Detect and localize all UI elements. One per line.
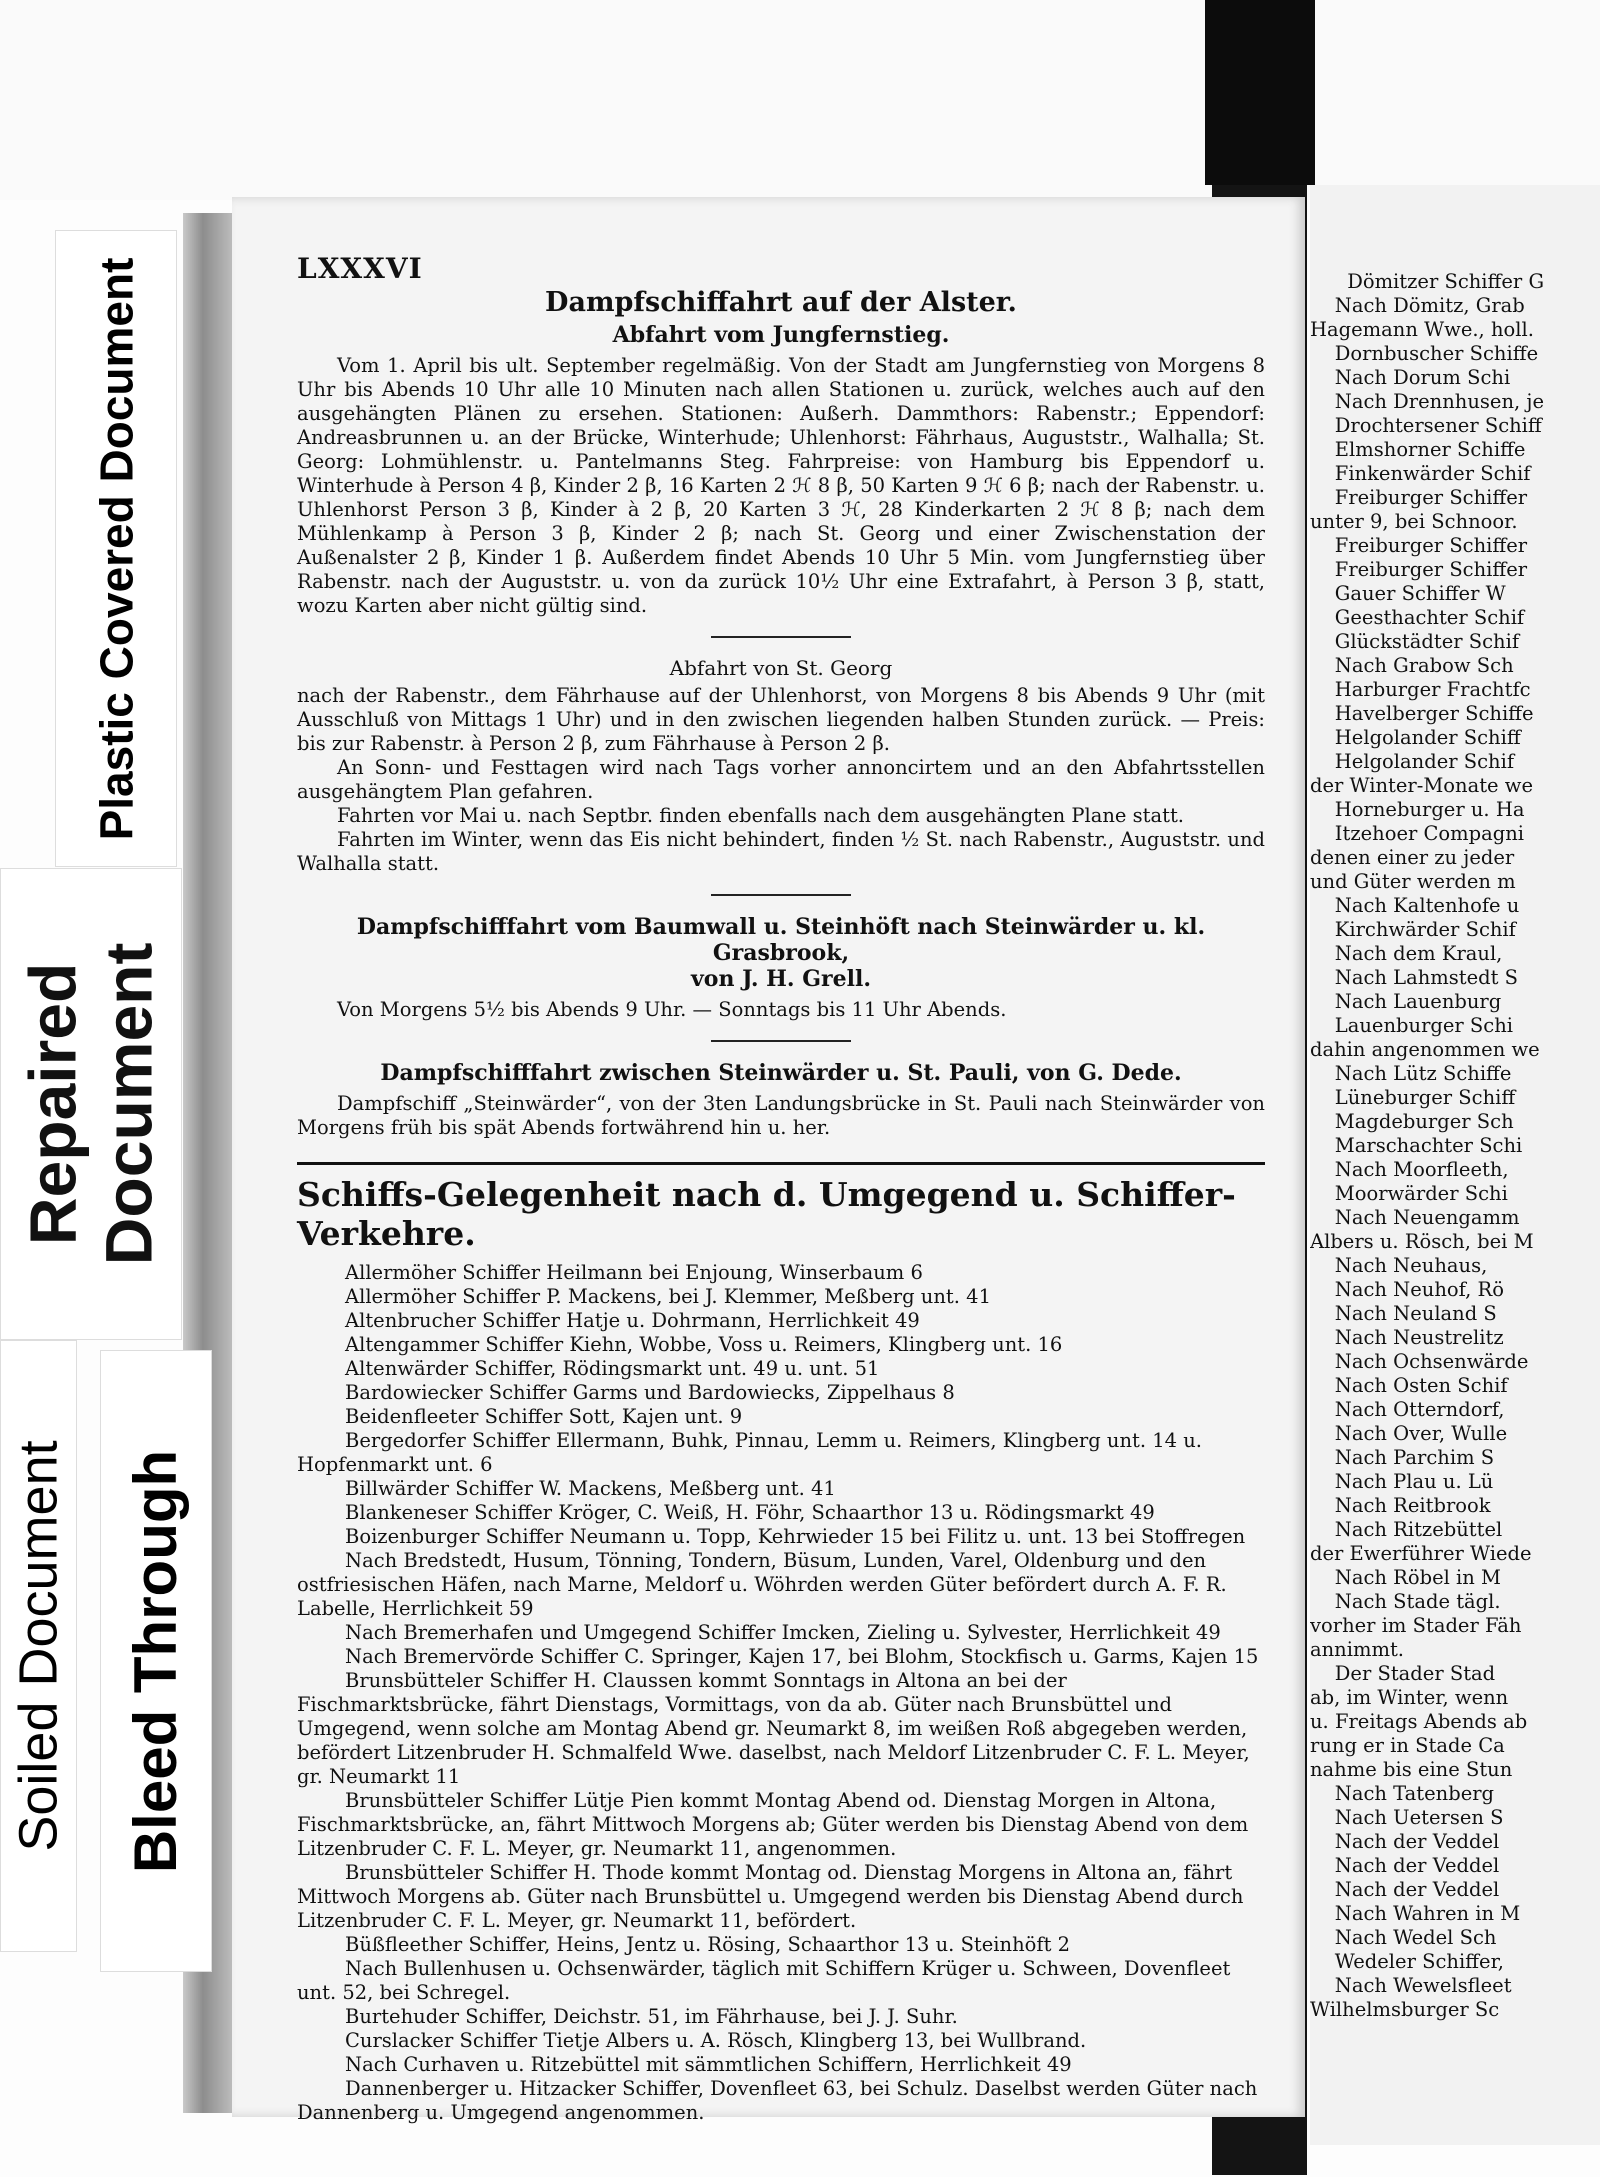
divider	[711, 636, 851, 638]
right-page-line: Lüneburger Schiff	[1310, 1086, 1516, 1109]
right-page-line: Nach Grabow Sch	[1310, 654, 1514, 677]
right-page-line: Nach Ritzebüttel	[1310, 1518, 1509, 1541]
section-title-steinwaerder: Dampfschifffahrt zwischen Steinwärder u. St. Pauli, von G. Dede.	[380, 1060, 1182, 1086]
right-page-line: Nach Over, Wulle	[1310, 1422, 1508, 1445]
list-item: Allermöher Schiffer P. Mackens, bei J. Klemmer, Meßberg unt. 41	[345, 1285, 991, 1308]
right-page-line: ab, im Winter, wenn	[1310, 1686, 1509, 1709]
right-page-line: und Güter werden m	[1310, 870, 1516, 893]
right-page-line: Nach Drennhusen, je	[1310, 390, 1544, 413]
right-page-line: Nach Röbel in M	[1310, 1566, 1502, 1589]
right-page-line: Glückstädter Schif	[1310, 630, 1520, 653]
label-repaired-document	[0, 868, 182, 1340]
right-page-line: Nach Parchim S	[1310, 1446, 1495, 1469]
right-page-line: Gauer Schiffer W	[1310, 582, 1506, 605]
list-item: Altenbrucher Schiffer Hatje u. Dohrmann, Herrlichkeit 49	[345, 1309, 920, 1332]
right-page-line: Finkenwärder Schif	[1310, 462, 1531, 485]
label-soiled-document	[0, 1340, 77, 1952]
right-page-line: Drochtersener Schiff	[1310, 414, 1542, 437]
right-page-line: Nach der Veddel	[1310, 1878, 1500, 1901]
right-page-line: dahin angenommen we	[1310, 1038, 1540, 1061]
paragraph-alster-schedule: Vom 1. April bis ult. September regelmäßig. Von der Stadt am Jungfernstieg von Morgens 8 Uhr bis Abends 10 Uhr alle 10 Minuten nach allen Stationen u. zurück, welches auch auf den ausgehängten Plänen zu ersehen. Stationen: Außerh. Dammthors: Rabenstr.; Eppendorf: Andreasbrunnen u. an der Brücke, Winterhude; Uhlenhorst: Fährhaus, Auguststr., Walhalla; St. Georg: Lohmühlenstr. u. Pantelmanns Steg. Fahrpreise: von Hamburg bis Eppendorf u. Winterhude à Person 4 β, Kinder 2 β, 16 Karten 2 ℋ 8 β, 50 Karten 9 ℋ 6 β; nach der Rabenstr. u. Uhlenhorst Person 3 β, Kinder à 2 β, 20 Karten 3 ℋ, 28 Kinderkarten 2 ℋ 8 β; nach dem Mühlenkamp à Person 3 β, Kinder 2 β; nach St. Georg und einer Zwischenstation der Außenalster 2 β, Kinder 1 β. Außerdem findet Abends 10 Uhr 5 Min. vom Jungfernstieg über Rabenstr. nach der Auguststr. u. von da zurück 10½ Uhr eine Extrafahrt, à Person 3 β, statt, wozu Karten aber nicht gültig sind.	[297, 354, 1265, 617]
list-item: Burtehuder Schiffer, Deichstr. 51, im Fährhause, bei J. J. Suhr.	[345, 2005, 958, 2028]
right-page-line: Nach Dorum Schi	[1310, 366, 1511, 389]
right-page-line: Der Stader Stad	[1310, 1662, 1496, 1685]
list-item: Altengammer Schiffer Kiehn, Wobbe, Voss u. Reimers, Klingberg unt. 16	[345, 1333, 1063, 1356]
section-title-baumwall: Dampfschifffahrt vom Baumwall u. Steinhöft nach Steinwärder u. kl. Grasbrook, von J. H. Grell.	[356, 914, 1206, 992]
list-item: Brunsbütteler Schiffer Lütje Pien kommt Montag Abend od. Dienstag Morgen in Altona, Fischmarktsbrücke, an, fährt Mittwoch Morgens ab; Güter werden bis Dienstag Abend von dem Litzenbruder C. F. L. Meyer, gr. Neumarkt 11, angenommen.	[297, 1789, 1249, 1860]
left-page	[232, 197, 1305, 2124]
section-title-alster: Dampfschiffahrt auf der Alster.	[545, 287, 1017, 318]
right-page-line: Helgolander Schif	[1310, 750, 1515, 773]
right-page-line: vorher im Stader Fäh	[1310, 1614, 1522, 1637]
label-repaired-text: Repaired Document	[15, 942, 165, 1266]
right-page-line: Harburger Frachtfc	[1310, 678, 1531, 701]
right-page-line: nahme bis eine Stun	[1310, 1758, 1513, 1781]
right-page-line: rung er in Stade Ca	[1310, 1734, 1505, 1757]
list-item: Bardowiecker Schiffer Garms und Bardowiecks, Zippelhaus 8	[345, 1381, 955, 1404]
right-page-line: der Winter-Monate we	[1310, 774, 1534, 797]
right-page-line: u. Freitags Abends ab	[1310, 1710, 1528, 1733]
list-item: Nach Bremervörde Schiffer C. Springer, Kajen 17, bei Blohm, Stockfisch u. Garms, Kajen 15	[345, 1645, 1259, 1668]
right-page	[1310, 185, 1600, 2145]
section-title-schiffs-gelegenheit: Schiffs-Gelegenheit nach d. Umgegend u. Schiffer-Verkehre.	[297, 1175, 1236, 1253]
list-item: Dannenberger u. Hitzacker Schiffer, Dovenfleet 63, bei Schulz. Daselbst werden Güter nach Dannenberg u. Umgegend angenommen.	[297, 2077, 1258, 2124]
right-page-line: Nach Dömitz, Grab	[1310, 294, 1525, 317]
right-page-line: Nach Neuhaus,	[1310, 1254, 1494, 1277]
right-page-line: Wedeler Schiffer,	[1310, 1950, 1511, 1973]
right-page-line: Itzehoer Compagni	[1310, 822, 1525, 845]
right-page-line: Nach Neuhof, Rö	[1310, 1278, 1504, 1301]
right-page-line: Nach Otterndorf,	[1310, 1398, 1511, 1421]
list-item: Boizenburger Schiffer Neumann u. Topp, Kehrwieder 15 bei Filitz u. unt. 13 bei Stoffregen	[345, 1525, 1246, 1548]
list-item: Bergedorfer Schiffer Ellermann, Buhk, Pinnau, Lemm u. Reimers, Klingberg unt. 14 u. Hopfenmarkt unt. 6	[297, 1429, 1203, 1476]
list-item: Billwärder Schiffer W. Mackens, Meßberg unt. 41	[345, 1477, 836, 1500]
right-page-line: Moorwärder Schi	[1310, 1182, 1508, 1205]
right-page-line: Hagemann Wwe., holl.	[1310, 318, 1534, 341]
divider-full	[297, 1162, 1265, 1165]
paragraph-holidays: An Sonn- und Festtagen wird nach Tags vorher annoncirtem und an den Abfahrtsstellen ausgehängtem Plan gefahren.	[297, 756, 1265, 803]
label-bleed-text: Bleed Through	[122, 1449, 190, 1873]
right-page-line: Magdeburger Sch	[1310, 1110, 1514, 1133]
divider	[711, 894, 851, 896]
list-item: Büßfleether Schiffer, Heins, Jentz u. Rösing, Schaarthor 13 u. Steinhöft 2	[345, 1933, 1071, 1956]
section-subtitle-st-georg: Abfahrt von St. Georg	[669, 656, 893, 680]
list-item: Altenwärder Schiffer, Rödingsmarkt unt. 49 u. unt. 51	[345, 1357, 880, 1380]
divider	[711, 1040, 851, 1042]
right-page-line: Nach Neuland S	[1310, 1302, 1497, 1325]
right-page-line: Dömitzer Schiffer G	[1310, 270, 1545, 293]
section-subtitle-jungfernstieg: Abfahrt vom Jungfernstieg.	[612, 322, 950, 348]
book-spine	[1205, 0, 1315, 185]
list-item: Nach Bullenhusen u. Ochsenwärder, täglich mit Schiffern Krüger u. Schween, Dovenfleet unt. 52, bei Schregel.	[297, 1957, 1231, 2004]
right-page-line: Geesthachter Schif	[1310, 606, 1525, 629]
paragraph-steinwaerder: Dampfschiff „Steinwärder“, von der 3ten Landungsbrücke in St. Pauli nach Steinwärder von Morgens früh bis spät Abends fortwährend hin u. her.	[297, 1092, 1265, 1139]
paragraph-winter: Fahrten im Winter, wenn das Eis nicht behindert, finden ½ St. nach Rabenstr., Auguststr. und Walhalla statt.	[297, 828, 1265, 875]
right-page-line: Nach der Veddel	[1310, 1854, 1500, 1877]
right-page-line: Nach Lauenburg	[1310, 990, 1508, 1013]
right-page-line: Nach Wedel Sch	[1310, 1926, 1497, 1949]
entries-list	[297, 1261, 1265, 2125]
list-item: Brunsbütteler Schiffer H. Claussen kommt Sonntags in Altona an bei der Fischmarktsbrücke, fährt Dienstags, Vormittags, von da ab. Güter nach Brunsbüttel und Umgegend, wenn solche am Montag Abend gr. Neumarkt 8, im weißen Roß abgegeben werden, befördert Litzenbruder H. Schmalfeld Wwe. daselbst, nach Meldorf Litzenbruder C. F. L. Meyer, gr. Neumarkt 11	[297, 1669, 1250, 1788]
list-item: Allermöher Schiffer Heilmann bei Enjoung, Winserbaum 6	[345, 1261, 923, 1284]
right-page-line: denen einer zu jeder	[1310, 846, 1521, 869]
right-page-line: Nach Uetersen S	[1310, 1806, 1504, 1829]
right-page-lines	[1310, 270, 1600, 2022]
right-page-line: Freiburger Schiffer	[1310, 486, 1528, 509]
right-page-line: Nach Kaltenhofe u	[1310, 894, 1520, 917]
right-page-line: Nach Wahren in M	[1310, 1902, 1521, 1925]
list-item: Curslacker Schiffer Tietje Albers u. A. Rösch, Klingberg 13, bei Wullbrand.	[345, 2029, 1087, 2052]
background	[0, 0, 1600, 200]
right-page-line: Nach Osten Schif	[1310, 1374, 1508, 1397]
right-page-line: Nach Lütz Schiffe	[1310, 1062, 1512, 1085]
right-page-line: Nach Lahmstedt S	[1310, 966, 1519, 989]
right-page-line: Nach Tatenberg	[1310, 1782, 1501, 1805]
right-page-line: Marschachter Schi	[1310, 1134, 1523, 1157]
list-item: Brunsbütteler Schiffer H. Thode kommt Montag od. Dienstag Morgens in Altona an, fährt Mittwoch Morgens ab. Güter nach Brunsbüttel u. Umgegend werden bis Dienstag Abend durch Litzenbruder C. F. L. Meyer, gr. Neumarkt 11, befördert.	[297, 1861, 1244, 1932]
right-page-line: Freiburger Schiffer	[1310, 534, 1528, 557]
right-page-line: Helgolander Schiff	[1310, 726, 1521, 749]
list-item: Beidenfleeter Schiffer Sott, Kajen unt. 9	[345, 1405, 743, 1428]
label-bleed-through	[100, 1350, 212, 1972]
right-page-line: Albers u. Rösch, bei M	[1310, 1230, 1534, 1253]
right-page-line: Nach Ochsenwärde	[1310, 1350, 1529, 1373]
right-page-line: Freiburger Schiffer	[1310, 558, 1528, 581]
right-page-line: Horneburger u. Ha	[1310, 798, 1525, 821]
right-page-line: Nach Neuengamm	[1310, 1206, 1520, 1229]
right-page-line: unter 9, bei Schnoor.	[1310, 510, 1518, 533]
right-page-line: Nach Neustrelitz	[1310, 1326, 1510, 1349]
right-page-line: Nach Moorfleeth,	[1310, 1158, 1515, 1181]
list-item: Nach Bredstedt, Husum, Tönning, Tondern, Büsum, Lunden, Varel, Oldenburg und den ostfriesischen Häfen, nach Marne, Meldorf u. Wöhrden werden Güter befördert durch A. F. R. Labelle, Herrlichkeit 59	[297, 1549, 1227, 1620]
right-page-line: Dornbuscher Schiffe	[1310, 342, 1539, 365]
list-item: Nach Bremerhafen und Umgegend Schiffer Imcken, Zieling u. Sylvester, Herrlichkeit 49	[345, 1621, 1221, 1644]
list-item: Blankeneser Schiffer Kröger, C. Weiß, H. Föhr, Schaarthor 13 u. Rödingsmarkt 49	[345, 1501, 1155, 1524]
right-page-line: Lauenburger Schi	[1310, 1014, 1514, 1037]
right-page-line: Nach Wewelsfleet	[1310, 1974, 1512, 1997]
right-page-line: Wilhelmsburger Sc	[1310, 1998, 1500, 2021]
right-page-line: Elmshorner Schiffe	[1310, 438, 1526, 461]
right-page-line: Havelberger Schiffe	[1310, 702, 1534, 725]
right-page-line: Kirchwärder Schif	[1310, 918, 1516, 941]
paragraph-may-sept: Fahrten vor Mai u. nach Septbr. finden ebenfalls nach dem ausgehängten Plane statt.	[337, 804, 1185, 827]
page-number: LXXXVI	[297, 252, 423, 285]
right-page-line: Nach Reitbrook	[1310, 1494, 1497, 1517]
label-soiled-text: Soiled Document	[8, 1440, 69, 1852]
right-page-line: Nach der Veddel	[1310, 1830, 1500, 1853]
right-page-line: annimmt.	[1310, 1638, 1404, 1661]
paragraph-baumwall-times: Von Morgens 5½ bis Abends 9 Uhr. — Sonntags bis 11 Uhr Abends.	[337, 998, 1007, 1021]
right-page-line: Nach Stade tägl.	[1310, 1590, 1501, 1613]
paragraph-st-georg: nach der Rabenstr., dem Fährhause auf der Uhlenhorst, von Morgens 8 bis Abends 9 Uhr (mit Ausschluß von Mittags 1 Uhr) und in den zwischen liegenden halben Stunden zurück. — Preis: bis zur Rabenstr. à Person 2 β, zum Fährhause à Person 2 β.	[297, 684, 1265, 755]
right-page-line: der Ewerführer Wiede	[1310, 1542, 1532, 1565]
label-plastic-text: Plastic Covered Document	[90, 257, 142, 840]
list-item: Nach Curhaven u. Ritzebüttel mit sämmtlichen Schiffern, Herrlichkeit 49	[345, 2053, 1072, 2076]
right-page-line: Nach Plau u. Lü	[1310, 1470, 1494, 1493]
right-page-line: Nach dem Kraul,	[1310, 942, 1509, 965]
label-plastic-covered	[55, 230, 177, 867]
